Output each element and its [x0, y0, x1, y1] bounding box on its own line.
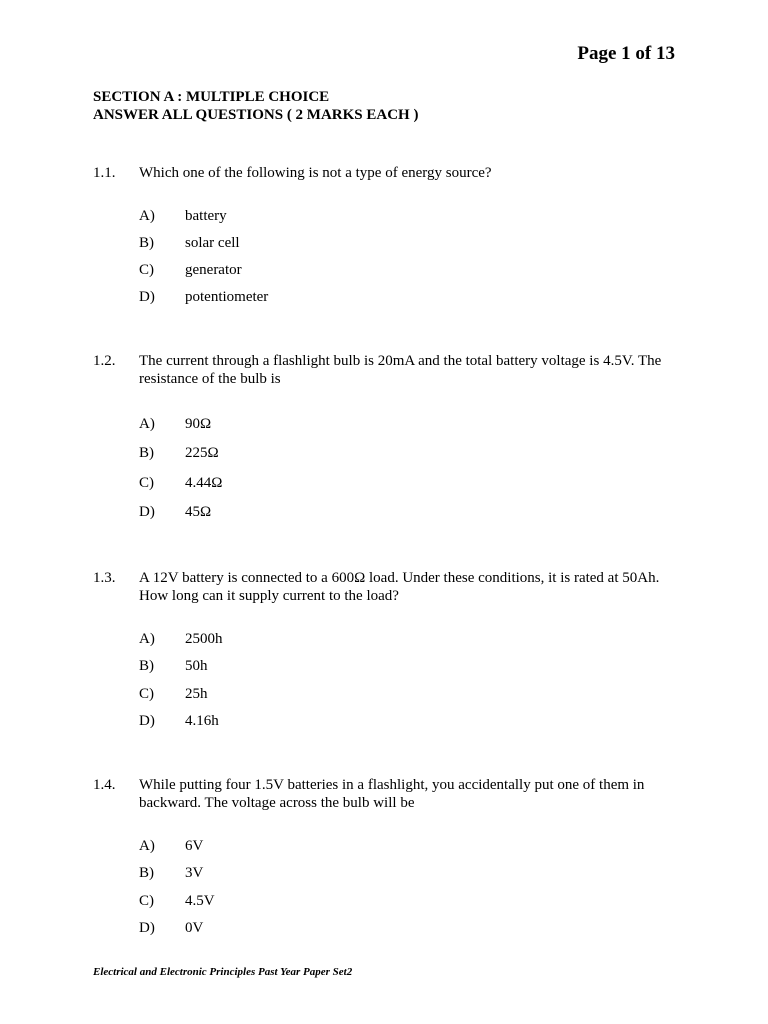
option-text: solar cell: [185, 235, 240, 251]
option-text: 90Ω: [185, 416, 212, 432]
option-text: 4.16h: [185, 713, 219, 729]
option-text: 6V: [185, 838, 204, 854]
question-number: 1.2.: [93, 353, 116, 369]
option-letter: B): [139, 658, 154, 674]
option-letter: B): [139, 445, 154, 461]
question-text: While putting four 1.5V batteries in a flashlight, you accidentally put one of them in backward. The voltage across the bulb will be: [139, 777, 645, 811]
option-letter: D): [139, 504, 155, 520]
question-number: 1.1.: [93, 165, 116, 181]
option-text: 4.5V: [185, 893, 215, 909]
option-text: 225Ω: [185, 445, 219, 461]
option-letter: A): [139, 208, 155, 224]
option-letter: C): [139, 262, 154, 278]
option-letter: B): [139, 865, 154, 881]
option-letter: B): [139, 235, 154, 251]
option-text: 3V: [185, 865, 204, 881]
option-text: 2500h: [185, 631, 223, 647]
option-text: potentiometer: [185, 289, 269, 305]
option-text: 4.44Ω: [185, 475, 223, 491]
page-number: Page 1 of 13: [577, 43, 675, 64]
option-text: generator: [185, 262, 242, 278]
question-text: The current through a flashlight bulb is 20mA and the total battery voltage is 4.5V. The resistance of the bulb is: [139, 353, 662, 387]
option-letter: C): [139, 893, 154, 909]
question-text: A 12V battery is connected to a 600Ω load. Under these conditions, it is rated at 50Ah. How long can it supply current to the load?: [139, 570, 660, 604]
option-letter: D): [139, 713, 155, 729]
section-title: SECTION A : MULTIPLE CHOICE: [93, 89, 330, 105]
section-instruction: ANSWER ALL QUESTIONS ( 2 MARKS EACH ): [93, 107, 419, 123]
question-number: 1.4.: [93, 777, 116, 793]
section-header: [93, 88, 418, 124]
option-text: battery: [185, 208, 227, 224]
option-letter: A): [139, 631, 155, 647]
option-letter: A): [139, 838, 155, 854]
option-letter: D): [139, 920, 155, 936]
option-letter: A): [139, 416, 155, 432]
option-text: 45Ω: [185, 504, 212, 520]
option-letter: C): [139, 475, 154, 491]
option-letter: C): [139, 686, 154, 702]
option-text: 0V: [185, 920, 204, 936]
option-letter: D): [139, 289, 155, 305]
question-text: Which one of the following is not a type of energy source?: [139, 165, 492, 181]
option-text: 25h: [185, 686, 208, 702]
footer-title: Electrical and Electronic Principles Past Year Paper Set2: [93, 966, 353, 978]
question-number: 1.3.: [93, 570, 116, 586]
option-text: 50h: [185, 658, 208, 674]
